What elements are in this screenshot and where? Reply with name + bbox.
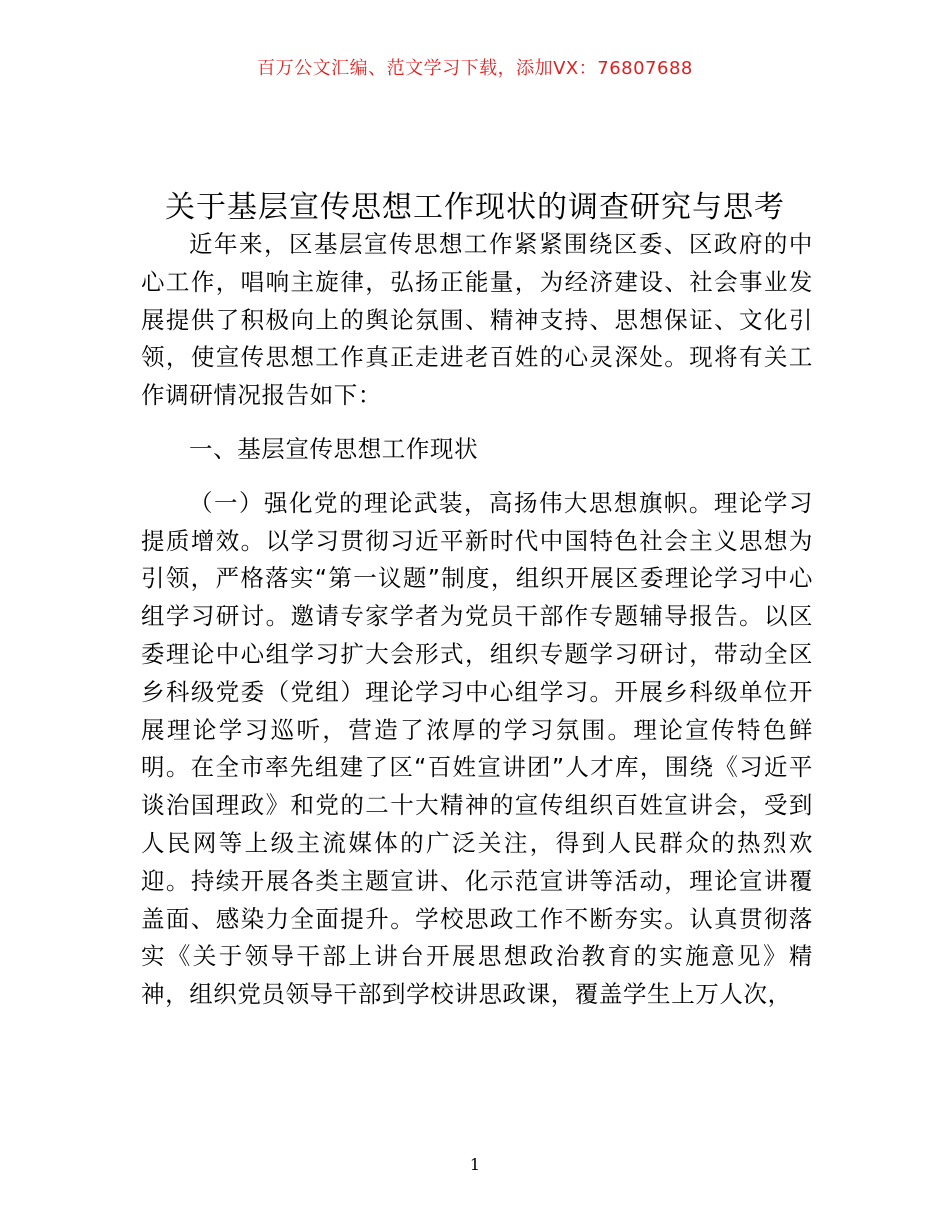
page-number: 1 <box>469 1155 481 1174</box>
header-note: 百万公文汇编、范文学习下载，添加VX：76807688 <box>257 58 693 79</box>
document-title: 关于基层宣传思想工作现状的调查研究与思考 <box>165 190 785 226</box>
section-heading: 一、基层宣传思想工作现状 <box>189 434 479 463</box>
document-body <box>141 226 813 1014</box>
intro-paragraph: 近年来，区基层宣传思想工作紧紧围绕区委、区政府的中心工作，唱响主旋律，弘扬正能量，为经济建设、社会事业发展提供了积极向上的舆论氛围、精神支持、思想保证、文化引领，使宣传思想工作真正走进老百姓的心灵深处。现将有关工作调研情况报告如下： <box>141 230 813 410</box>
subsection-paragraph: （一）强化党的理论武装，高扬伟大思想旗帜。理论学习提质增效。以学习贯彻习近平新时代中国特色社会主义思想为引领，严格落实“第一议题”制度，组织开展区委理论学习中心组学习研讨。邀请专家学者为党员干部作专题辅导报告。以区委理论中心组学习扩大会形式，组织专题学习研讨，带动全区乡科级党委（党组）理论学习中心组学习。开展乡科级单位开展理论学习巡听，营造了浓厚的学习氛围。理论宣传特色鲜明。在全市率先组建了区“百姓宣讲团”人才库，围绕《习近平谈治国理政》和党的二十大精神的宣传组织百姓宣讲会，受到人民网等上级主流媒体的广泛关注，得到人民群众的热烈欢迎。持续开展各类主题宣讲、化示范宣讲等活动，理论宣讲覆盖面、感染力全面提升。学校思政工作不断夯实。认真贯彻落实《关于领导干部上讲台开展思想政治教育的实施意见》精神，组织党员领导干部到学校讲思政课，覆盖学生上万人次， <box>141 488 813 1009</box>
